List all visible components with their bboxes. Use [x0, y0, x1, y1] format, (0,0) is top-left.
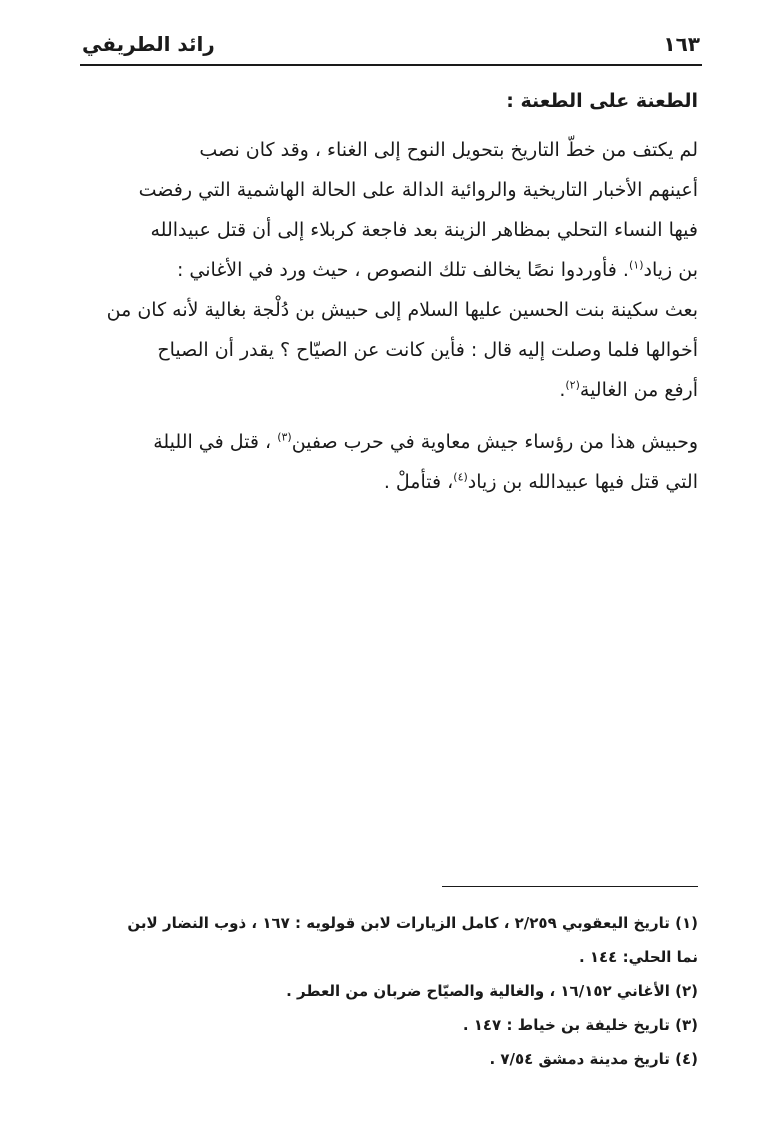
- text-segment: وحبيش هذا من رؤساء جيش معاوية في حرب صفين: [291, 431, 698, 453]
- running-title: رائد الطريفي: [82, 32, 215, 56]
- footnote-2: (٢) الأغاني ١٦/١٥٢ ، والغالية والصيّاح ضربان من العطر .: [286, 982, 698, 1000]
- text-line: [82, 422, 698, 462]
- text-segment: أرفع من الغالية: [579, 379, 698, 401]
- running-head: [80, 26, 702, 62]
- paragraph-2: [82, 422, 698, 502]
- text-line: [82, 370, 698, 410]
- footnote-1: (١) تاريخ اليعقوبي ٢/٢٥٩ ، كامل الزيارات لابن قولويه : ١٦٧ ، ذوب النضار لابن: [127, 914, 698, 932]
- text-line: أعينهم الأخبار التاريخية والروائية الدالة على الحالة الهاشمية التي رفضت: [138, 179, 698, 201]
- text-line: لم يكتف من خطّ التاريخ بتحويل النوح إلى الغناء ، وقد كان نصب: [199, 139, 698, 161]
- footnote-ref: (٣): [277, 430, 292, 444]
- footnote-ref: (٢): [565, 378, 580, 392]
- footnotes: [82, 906, 698, 1076]
- footnote-3: (٣) تاريخ خليفة بن خياط : ١٤٧ .: [462, 1016, 698, 1034]
- footnote-4: (٤) تاريخ مدينة دمشق ٧/٥٤ .: [489, 1050, 698, 1068]
- main-text: [82, 86, 698, 514]
- text-segment: . فأوردوا نصًا يخالف تلك النصوص ، حيث ورد في الأغاني :: [176, 259, 629, 281]
- paragraph-1: [82, 130, 698, 410]
- text-segment: .: [559, 379, 566, 401]
- text-line: فيها النساء التحلي بمظاهر الزينة بعد فاجعة كربلاء إلى أن قتل عبيدالله: [150, 219, 698, 241]
- text-segment: التي قتل فيها عبيدالله بن زياد: [467, 471, 698, 493]
- header-rule: [80, 64, 702, 66]
- text-line: [82, 462, 698, 502]
- page-number: ١٦٣: [663, 32, 700, 56]
- footnote-ref: (١): [628, 258, 644, 272]
- footnote-ref: (٤): [453, 470, 468, 484]
- text-line: بعث سكينة بنت الحسين عليها السلام إلى حبيش بن دُلْجة بغالية لأنه كان من: [106, 299, 698, 321]
- text-line: أخوالها فلما وصلت إليه قال : فأين كانت عن الصيّاح ؟ يقدر أن الصياح: [157, 339, 698, 361]
- text-segment: ، فتأملْ .: [383, 471, 454, 493]
- footnote-separator: [442, 886, 698, 887]
- text-segment: ، قتل في الليلة: [153, 431, 278, 453]
- section-title: الطعنة على الطعنة :: [506, 90, 698, 112]
- text-segment: بن زياد: [643, 259, 698, 281]
- footnote-1-continuation: نما الحلي: ١٤٤ .: [578, 948, 698, 966]
- text-line: [82, 250, 698, 290]
